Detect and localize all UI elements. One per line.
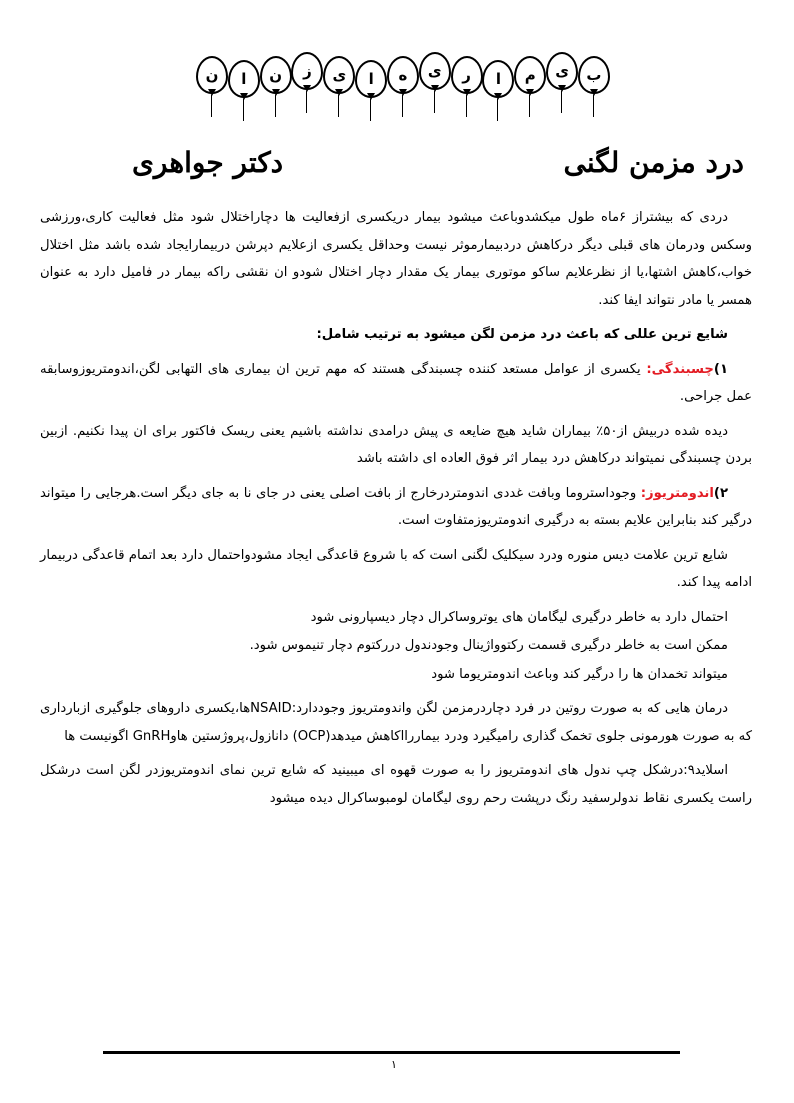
balloon-letter: ی xyxy=(419,52,449,114)
symptom-line: میتواند تخمدان ها را درگیر کند وباعث اندومتریوما شود xyxy=(431,666,728,682)
document-body xyxy=(40,204,752,819)
intro-paragraph: دردی که بیشتراز ۶ماه طول میکشدوباعث میشود بیمار دریکسری ازفعالیت ها دچاراختلال شود مثل فعالیت کاری،ورزشی وسکس ودرمان های قبلی دیگر درکاهش دردبیمارموثر نیست وحداقل یکسری ازعلایم دپرشن دربیمارایجاد شده باشد مثل اختلال خواب،کاهش اشتها،یا از نظرعلایم ساکو موتوری بیمار یک مقدار دچار اختلال شودو ان نقشی راکه بیمار در فامیل دارد به عنوان همسر یا مادر نتواند ایفا کند. xyxy=(40,210,752,308)
author-name: دکتر جواهری xyxy=(132,146,284,179)
item-term: چسبندگی: xyxy=(646,361,714,377)
item-text: وجوداستروما وبافت غددی اندومتردرخارج از بافت اصلی یعنی در جای نا به جای دیگر است.هرجایی را میتواند درگیر کند بنابراین علایم بسته به درگیری اندومتریوزمتفاوت است. xyxy=(40,485,752,528)
balloon-letter: ا xyxy=(355,60,385,122)
balloon-letter: ی xyxy=(546,52,576,114)
item-term: اندومتریوز: xyxy=(640,485,714,501)
symptom-line: احتمال دارد به خاطر درگیری لیگامان های یوتروساکرال دچار دیسپارونی شود xyxy=(310,609,728,625)
list-item-adhesion xyxy=(40,356,752,411)
page-number: ۱ xyxy=(391,1058,397,1071)
item-number: ۱) xyxy=(713,361,728,377)
item-number: ۲) xyxy=(713,485,728,501)
balloon-letter: ن xyxy=(260,56,290,118)
list-item-endometriosis xyxy=(40,480,752,535)
balloon-letter: م xyxy=(514,56,544,118)
slide-caption-paragraph: اسلاید۹:درشکل چپ ندول های اندومتریوز را به صورت قهوه ای میبینید که شایع ترین نمای اندومتریوزدر لگن است درشکل راست یکسری نقاط ندولرسفید رنگ درپشت رحم روی لیگامان لومبوساکرال دیده میشود xyxy=(40,763,752,806)
balloon-letter: ا xyxy=(482,60,512,122)
balloon-letter: ه xyxy=(387,56,417,118)
document-title: درد مزمن لگنی xyxy=(563,146,744,179)
balloon-letter: ب xyxy=(578,56,608,118)
balloon-letter: ن xyxy=(196,56,226,118)
symptom-paragraph: شایع ترین علامت دیس منوره ودرد سیکلیک لگنی است که با شروع قاعدگی ایجاد مشودواحتمال دارد بعد اتمام قاعدگی دربیمار ادامه پیدا کند. xyxy=(40,547,752,590)
balloon-title-banner xyxy=(196,56,608,126)
footer-divider xyxy=(103,1051,680,1054)
section-heading: شایع ترین عللی که باعث درد مزمن لگن میشود به ترتیب شامل: xyxy=(316,327,728,342)
balloon-letter: ی xyxy=(323,56,353,118)
balloon-letter: ا xyxy=(228,60,258,122)
title-row xyxy=(0,146,794,192)
balloon-letter: ز xyxy=(291,52,321,114)
symptom-line: ممکن است به خاطر درگیری قسمت رکتوواژینال وجودندول دررکتوم دچار تنیموس شود. xyxy=(249,638,728,653)
treatment-paragraph: درمان هایی که به صورت روتین در فرد دچاردرمزمن لگن واندومتریوز وجوددارد:NSAIDها،یکسری داروهای جلوگیری ازبارداری که به صورت هورمونی جلوی تخمک گذاری رامیگیرد ودرد بیماررااکاهش میدهد(OCP) دانازول،پروژستین هاوGnRH اگونیست ها xyxy=(40,701,752,744)
item-text: یکسری از عوامل مستعد کننده چسبندگی هستند که مهم ترین ان بیماری های التهابی لگن،اندومتریوزوسابقه عمل جراحی. xyxy=(40,361,752,404)
balloon-letter: ر xyxy=(451,56,481,118)
adhesion-note-paragraph: دیده شده دربیش از۵۰٪ بیماران شاید هیچ ضایعه ی پیش درامدی نداشته باشیم یعنی ریسک فاکتور برای ان پیدا نکنیم. ازبین بردن چسبندگی نمیتواند درکاهش درد بیمار اثر فوق العاده ای داشته باشد xyxy=(40,423,752,466)
